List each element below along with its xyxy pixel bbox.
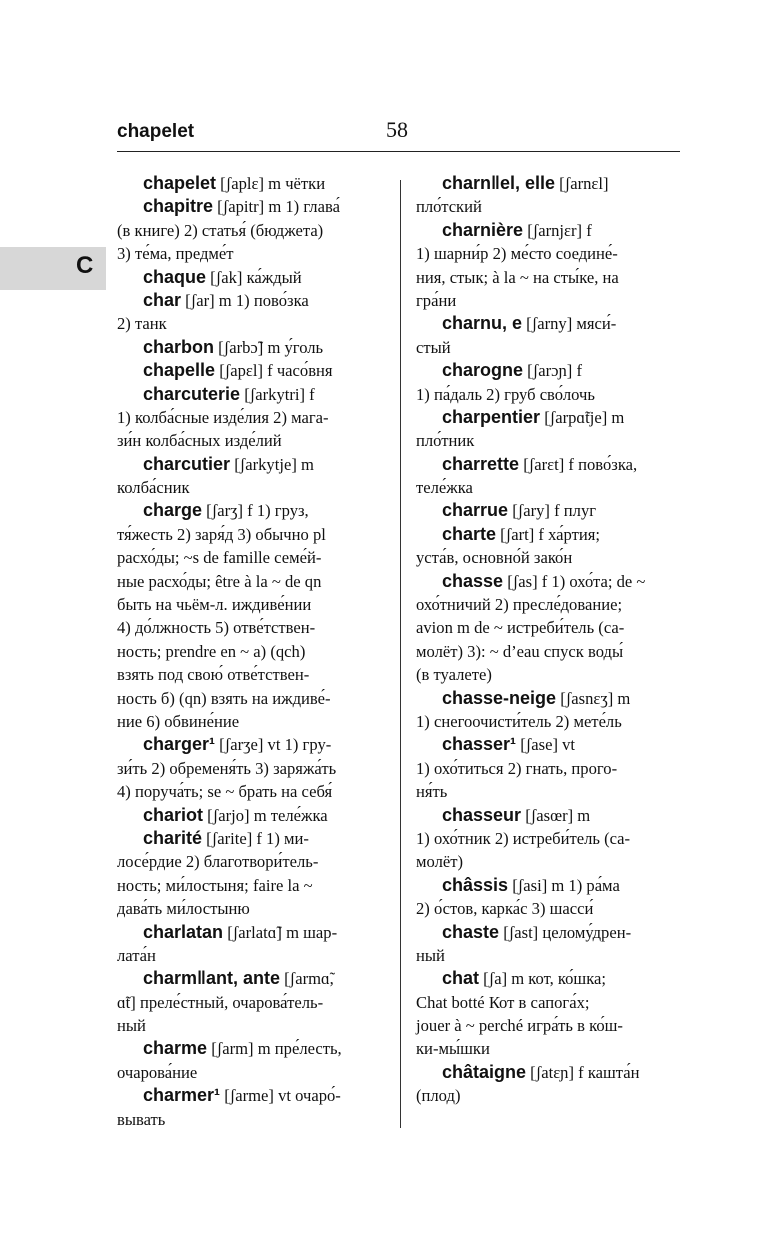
dictionary-text-line bbox=[117, 593, 385, 616]
dictionary-text-line bbox=[416, 827, 680, 850]
entry-text: [ʃarkytje] m bbox=[230, 454, 314, 474]
headword: char bbox=[143, 289, 182, 310]
dictionary-text-line bbox=[117, 523, 385, 546]
dictionary-text-line bbox=[416, 593, 680, 616]
entry-text: очарова́ние bbox=[117, 1062, 198, 1082]
dictionary-text-line bbox=[117, 850, 385, 873]
entry-text: ность; prendre en ~ а) (qch) bbox=[117, 641, 306, 661]
entry-text: [ʃarm] m пре́лесть, bbox=[207, 1039, 342, 1059]
dictionary-text-line bbox=[416, 710, 680, 733]
entry-text: расхо́ды; ~s de famille семе́й- bbox=[117, 548, 322, 568]
dictionary-text-line bbox=[416, 476, 680, 499]
headword: chasse-neige bbox=[442, 687, 557, 708]
dictionary-entry-line bbox=[416, 359, 680, 382]
entry-text: [ʃak] ка́ждый bbox=[206, 267, 302, 287]
header-rule bbox=[117, 151, 680, 152]
entry-text: [ʃast] целому́дрен- bbox=[499, 922, 632, 942]
dictionary-text-line bbox=[416, 1014, 680, 1037]
entry-text: [ʃas] f 1) охо́та; de ~ bbox=[503, 571, 646, 591]
entry-text: 1) колба́сные изде́лия 2) мага- bbox=[117, 407, 329, 427]
entry-text: [ʃatɛɲ] f кашта́н bbox=[526, 1062, 640, 1082]
entry-text: молёт) 3): ~ d’eau спуск воды́ bbox=[416, 641, 624, 661]
entry-text: 2) танк bbox=[117, 314, 167, 334]
dictionary-text-line bbox=[416, 266, 680, 289]
entry-text: (в туалете) bbox=[416, 665, 492, 685]
dictionary-entry-line bbox=[416, 523, 680, 546]
entry-text: 4) поруча́ть; se ~ брать на себя́ bbox=[117, 782, 333, 802]
entry-text: ные расхо́ды; être à la ~ de qn bbox=[117, 571, 322, 591]
headword: charcutier bbox=[143, 453, 231, 474]
dictionary-text-line bbox=[117, 546, 385, 569]
thumb-index-tab bbox=[0, 247, 106, 290]
dictionary-entry-line bbox=[117, 827, 385, 850]
entry-text: [ʃarnɛl] bbox=[555, 174, 609, 193]
dictionary-entry-line bbox=[416, 406, 680, 429]
entry-text: ный bbox=[117, 1016, 146, 1036]
entry-text: лосе́рдие 2) благотвори́тель- bbox=[117, 852, 319, 872]
entry-text: 1) шарни́р 2) ме́сто соедине́- bbox=[416, 244, 618, 264]
entry-text: Chat botté Кот в сапога́х; bbox=[416, 992, 590, 1012]
dictionary-text-line bbox=[117, 219, 385, 242]
dictionary-text-line bbox=[117, 429, 385, 452]
entry-text: [ʃapɛl] f часо́вня bbox=[215, 361, 333, 381]
dictionary-entry-line bbox=[416, 921, 680, 944]
entry-text: [ʃarme] vt очаро́- bbox=[220, 1086, 341, 1106]
headword: chapitre bbox=[143, 196, 214, 217]
dictionary-entry-line bbox=[117, 967, 385, 990]
entry-text: [ʃary] f плуг bbox=[508, 501, 597, 521]
dictionary-text-line bbox=[416, 1084, 680, 1107]
dictionary-entry-line bbox=[416, 967, 680, 990]
entry-text: [ʃarite] f 1) ми- bbox=[202, 828, 309, 848]
headword: chasse bbox=[442, 570, 504, 591]
dictionary-text-line bbox=[117, 640, 385, 663]
dictionary-entry-line bbox=[416, 312, 680, 335]
entry-text: дава́ть ми́лостыню bbox=[117, 899, 250, 919]
dictionary-entry-line bbox=[117, 359, 385, 382]
entry-text: [ʃarbɔ̃] m у́голь bbox=[214, 337, 324, 357]
dictionary-text-line bbox=[117, 616, 385, 639]
dictionary-text-line bbox=[416, 195, 680, 218]
dictionary-entry-line bbox=[416, 570, 680, 593]
headword: chaste bbox=[442, 921, 500, 942]
dictionary-entry-line bbox=[117, 266, 385, 289]
entry-text: [ʃarmɑ̃, bbox=[280, 969, 334, 989]
entry-text: 3) те́ма, предме́т bbox=[117, 244, 234, 264]
entry-text: [ʃarɛt] f пово́зка, bbox=[519, 454, 638, 474]
headword: chasseur bbox=[442, 804, 522, 825]
dictionary-text-line bbox=[416, 944, 680, 967]
dictionary-text-line bbox=[117, 757, 385, 780]
entry-text: ня́ть bbox=[416, 782, 448, 802]
dictionary-entry-line bbox=[117, 499, 385, 522]
page-number: 58 bbox=[386, 117, 408, 142]
dictionary-text-line bbox=[416, 1037, 680, 1060]
dictionary-text-line bbox=[117, 312, 385, 335]
dictionary-entry-line bbox=[416, 804, 680, 827]
entry-text: 2) о́стов, карка́с 3) шасси́ bbox=[416, 899, 594, 919]
entry-text: 1) охо́титься 2) гнать, прого- bbox=[416, 758, 618, 778]
entry-text: [ʃarny] мяси́- bbox=[522, 314, 617, 334]
dictionary-entry-line bbox=[117, 733, 385, 756]
entry-text: зи́н колба́сных изде́лий bbox=[117, 431, 282, 451]
headword: chasser¹ bbox=[442, 734, 517, 755]
dictionary-text-line bbox=[117, 874, 385, 897]
dictionary-text-line bbox=[117, 1014, 385, 1037]
entry-text: [ʃarlatɑ̃] m шар- bbox=[223, 922, 338, 942]
headword: charnu, e bbox=[442, 313, 523, 334]
dictionary-entry-line bbox=[117, 336, 385, 359]
dictionary-text-line bbox=[416, 757, 680, 780]
entry-text: jouer à ~ perché игра́ть в ко́ш- bbox=[416, 1016, 623, 1036]
headword: charcuterie bbox=[143, 383, 241, 404]
entry-text: [ʃase] vt bbox=[516, 735, 576, 755]
entry-text: [ʃasœr] m bbox=[521, 805, 591, 825]
entry-text: [ʃaplɛ] m чётки bbox=[216, 174, 326, 193]
entry-text: гра́ни bbox=[416, 290, 457, 310]
headword: charmer¹ bbox=[143, 1085, 221, 1106]
entry-text: [ʃar] m 1) пово́зка bbox=[181, 290, 309, 310]
entry-text: быть на чьём-л. иждиве́нии bbox=[117, 595, 312, 615]
entry-text: 1) охо́тник 2) истреби́тель (са- bbox=[416, 828, 631, 848]
dictionary-text-line bbox=[117, 944, 385, 967]
dictionary-entry-line bbox=[117, 1084, 385, 1107]
entry-text: 1) снегоочисти́тель 2) мете́ль bbox=[416, 711, 622, 731]
dictionary-text-line bbox=[117, 687, 385, 710]
headword: charrette bbox=[442, 453, 520, 474]
dictionary-text-line bbox=[416, 546, 680, 569]
headword: châtaigne bbox=[442, 1061, 527, 1082]
entry-text: лата́н bbox=[117, 945, 156, 965]
dictionary-text-line bbox=[117, 663, 385, 686]
entry-text: 1) па́даль 2) груб сво́лочь bbox=[416, 384, 595, 404]
entry-text: ность б) (qn) взять на иждиве́- bbox=[117, 688, 331, 708]
entry-text: [ʃarkytri] f bbox=[240, 384, 315, 404]
dictionary-entry-line bbox=[416, 687, 680, 710]
entry-text: [ʃarʒe] vt 1) гру- bbox=[215, 735, 332, 755]
dictionary-text-line bbox=[117, 242, 385, 265]
dictionary-entry-line bbox=[416, 874, 680, 897]
dictionary-entry-line bbox=[117, 383, 385, 406]
dictionary-text-line bbox=[416, 336, 680, 359]
dictionary-entry-line bbox=[117, 172, 385, 195]
dictionary-text-line bbox=[416, 242, 680, 265]
headword: charnière bbox=[442, 219, 524, 240]
dictionary-entry-line bbox=[117, 195, 385, 218]
headword: charm‖ant, ante bbox=[143, 968, 280, 989]
dictionary-text-line bbox=[117, 897, 385, 920]
column-divider bbox=[400, 180, 401, 1128]
headword: charogne bbox=[442, 360, 524, 381]
dictionary-text-line bbox=[416, 897, 680, 920]
dictionary-entry-line bbox=[416, 453, 680, 476]
dictionary-text-line bbox=[117, 991, 385, 1014]
dictionary-text-line bbox=[117, 1061, 385, 1084]
entry-text: пло́тский bbox=[416, 197, 482, 217]
headword: charbon bbox=[143, 336, 215, 357]
headword: chapelle bbox=[143, 360, 216, 381]
entry-text: [ʃarnjɛr] f bbox=[523, 220, 592, 240]
headword: charpentier bbox=[442, 406, 541, 427]
entry-text: (плод) bbox=[416, 1086, 461, 1106]
entry-text: стый bbox=[416, 337, 451, 357]
dictionary-entry-line bbox=[416, 219, 680, 242]
dictionary-text-line bbox=[416, 663, 680, 686]
dictionary-entry-line bbox=[416, 1061, 680, 1084]
dictionary-text-line bbox=[117, 1108, 385, 1131]
dictionary-text-line bbox=[416, 640, 680, 663]
entry-text: пло́тник bbox=[416, 431, 475, 451]
dictionary-text-line bbox=[416, 383, 680, 406]
dictionary-entry-line bbox=[416, 172, 680, 195]
dictionary-entry-line bbox=[117, 804, 385, 827]
headword: charlatan bbox=[143, 921, 224, 942]
entry-text: avion m de ~ истреби́тель (са- bbox=[416, 618, 625, 638]
dictionary-text-line bbox=[117, 476, 385, 499]
dictionary-text-line bbox=[416, 289, 680, 312]
headword: chariot bbox=[143, 804, 204, 825]
headword: châssis bbox=[442, 874, 509, 895]
dictionary-entry-line bbox=[117, 453, 385, 476]
entry-text: 4) до́лжность 5) отве́тствен- bbox=[117, 618, 316, 638]
running-head: chapelet bbox=[117, 121, 195, 142]
dictionary-text-line bbox=[117, 780, 385, 803]
entry-text: ный bbox=[416, 945, 445, 965]
page-header bbox=[117, 117, 680, 151]
entry-text: теле́жка bbox=[416, 478, 473, 498]
entry-text: зи́ть 2) обременя́ть 3) заряжа́ть bbox=[117, 758, 337, 778]
entry-text: охо́тничий 2) пресле́дование; bbox=[416, 595, 623, 615]
dictionary-entry-line bbox=[117, 289, 385, 312]
entry-text: [ʃapitr] m 1) глава́ bbox=[213, 197, 340, 217]
entry-text: ность; ми́лостыня; faire la ~ bbox=[117, 875, 313, 895]
entry-text: взять под свою́ отве́тствен- bbox=[117, 665, 310, 685]
headword: charge bbox=[143, 500, 203, 521]
entry-text: ние 6) обвине́ние bbox=[117, 711, 240, 731]
dictionary-text-line bbox=[117, 710, 385, 733]
dictionary-entry-line bbox=[117, 1037, 385, 1060]
dictionary-entry-line bbox=[416, 733, 680, 756]
headword: charn‖el, elle bbox=[442, 173, 556, 193]
dictionary-text-line bbox=[117, 570, 385, 593]
entry-text: молёт) bbox=[416, 852, 464, 872]
dictionary-text-line bbox=[416, 850, 680, 873]
entry-text: [ʃarjo] m теле́жка bbox=[203, 805, 328, 825]
headword: chaque bbox=[143, 266, 207, 287]
entry-text: [ʃarɔɲ] f bbox=[523, 361, 582, 381]
entry-text: ɑ̃t] преле́стный, очарова́тель- bbox=[117, 992, 324, 1012]
entry-text: [ʃarʒ] f 1) груз, bbox=[202, 501, 309, 521]
headword: charger¹ bbox=[143, 734, 216, 755]
dictionary-text-line bbox=[416, 991, 680, 1014]
entry-text: [ʃasi] m 1) ра́ма bbox=[508, 875, 620, 895]
dictionary-text-line bbox=[117, 406, 385, 429]
entry-text: уста́в, основно́й зако́н bbox=[416, 548, 573, 568]
entry-text: [ʃarpɑ̃tje] m bbox=[540, 407, 625, 427]
entry-text: ки-мы́шки bbox=[416, 1039, 490, 1059]
entry-text: колба́сник bbox=[117, 478, 190, 498]
thumb-index-letter: C bbox=[76, 252, 94, 279]
headword: charte bbox=[442, 523, 497, 544]
entry-text: ния, стык; à la ~ на сты́ке, на bbox=[416, 267, 619, 287]
dictionary-text-line bbox=[416, 616, 680, 639]
dictionary-entry-line bbox=[416, 499, 680, 522]
headword: charme bbox=[143, 1038, 208, 1059]
headword: chapelet bbox=[143, 173, 217, 193]
dictionary-text-line bbox=[416, 780, 680, 803]
entry-text: вывать bbox=[117, 1109, 166, 1129]
dictionary-entry-line bbox=[117, 921, 385, 944]
entry-text: тя́жесть 2) заря́д 3) обычно pl bbox=[117, 524, 326, 544]
headword: chat bbox=[442, 968, 480, 989]
dictionary-text-line bbox=[416, 429, 680, 452]
left-column bbox=[117, 172, 385, 1131]
right-column bbox=[416, 172, 680, 1108]
headword: charrue bbox=[442, 500, 509, 521]
entry-text: [ʃart] f ха́ртия; bbox=[496, 524, 600, 544]
entry-text: [ʃasnɛʒ] m bbox=[556, 688, 631, 708]
entry-text: [ʃa] m кот, ко́шка; bbox=[479, 969, 606, 989]
entry-text: (в книге) 2) статья́ (бюджета) bbox=[117, 220, 324, 240]
headword: charité bbox=[143, 827, 203, 848]
